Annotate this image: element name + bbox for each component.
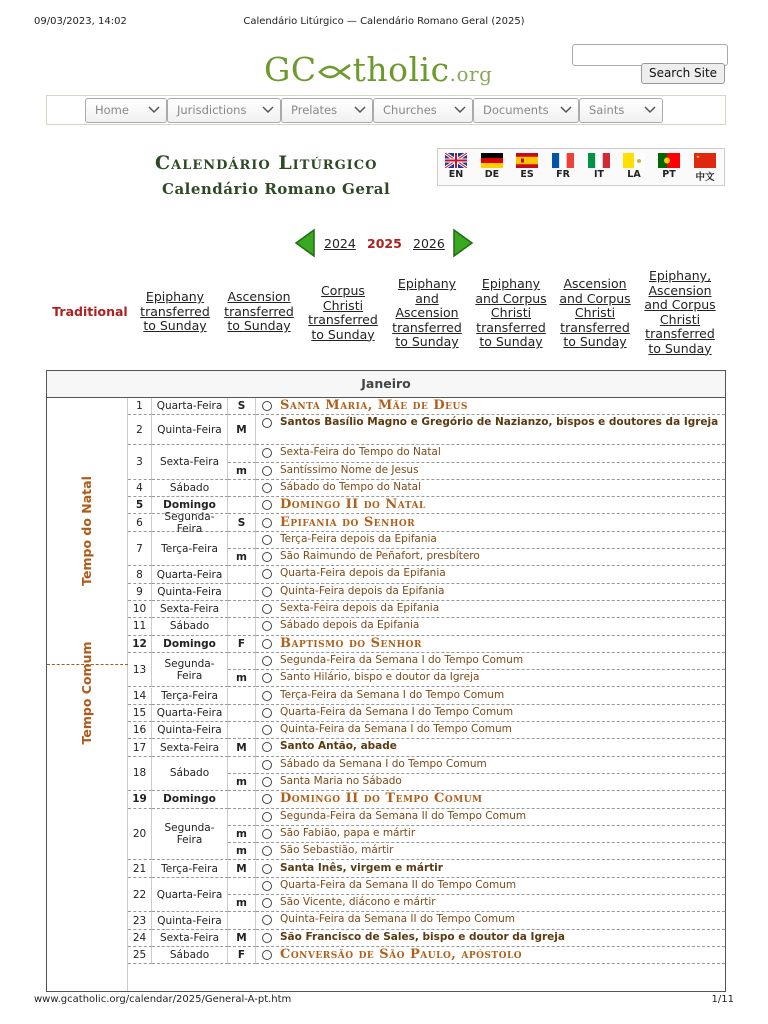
celebration[interactable]	[256, 584, 725, 601]
rank-code	[228, 618, 256, 635]
weekday: Sábado	[152, 480, 228, 497]
lang-la[interactable]	[617, 152, 651, 184]
weekday: Domingo	[152, 791, 228, 808]
celebration-name: Segunda-Feira da Semana II do Tempo Comum	[280, 809, 527, 822]
variant-link[interactable]: Corpus Christi transferred to Sunday	[308, 283, 378, 342]
celebration-name: Epifania do Senhor	[280, 514, 416, 530]
radio-circle-icon[interactable]	[262, 742, 272, 752]
rank-code	[228, 480, 256, 497]
rank-code	[228, 584, 256, 601]
lang-es[interactable]	[510, 152, 544, 184]
logo-text-org: .org	[449, 62, 493, 86]
weekday: Quinta-Feira	[152, 415, 228, 445]
lang-en[interactable]	[439, 152, 473, 184]
celebration[interactable]	[256, 774, 725, 791]
celebration-name: Sexta-Feira do Tempo do Natal	[280, 446, 441, 459]
day-number: 7	[128, 532, 152, 567]
main-navbar	[46, 95, 726, 125]
celebration[interactable]	[256, 532, 725, 549]
day-number: 13	[128, 653, 152, 688]
lang-label: LA	[627, 169, 641, 180]
rank-code: F	[228, 636, 256, 653]
celebration-name: Santa Maria no Sábado	[280, 775, 402, 787]
rank-code: m	[228, 774, 256, 791]
celebration[interactable]	[256, 653, 725, 670]
logo-text-tholic: tholic	[352, 50, 450, 89]
rank-code	[228, 532, 256, 549]
weekday: Quinta-Feira	[152, 584, 228, 601]
weekday: Sábado	[152, 757, 228, 792]
day-number: 9	[128, 584, 152, 601]
radio-circle-icon[interactable]	[262, 518, 272, 528]
celebration[interactable]	[256, 791, 725, 808]
weekday: Terça-Feira	[152, 532, 228, 567]
fish-icon	[318, 62, 352, 82]
celebration-name: Terça-Feira da Semana I do Tempo Comum	[280, 688, 505, 701]
radio-circle-icon[interactable]	[262, 846, 272, 856]
weekday: Domingo	[152, 636, 228, 653]
celebration-name: Domingo II do Natal	[280, 497, 426, 513]
variant-link[interactable]: Epiphany and Ascension transferred to Sunday	[392, 276, 462, 349]
celebration-name: Quarta-Feira da Semana II do Tempo Comum	[280, 878, 517, 891]
rank-code: S	[228, 398, 256, 415]
rank-code: M	[228, 415, 256, 445]
weekday: Quinta-Feira	[152, 722, 228, 739]
day-number: 2	[128, 415, 152, 445]
variant-traditional: Traditional	[52, 304, 128, 319]
france-flag-icon	[552, 153, 574, 168]
lang-it[interactable]	[582, 152, 616, 184]
celebration[interactable]	[256, 618, 725, 635]
year-next-link[interactable]: 2026	[413, 236, 445, 251]
arrow-left-icon[interactable]	[292, 228, 318, 258]
lang-label: PT	[662, 169, 676, 180]
radio-circle-icon[interactable]	[262, 708, 272, 718]
day-number: 1	[128, 398, 152, 415]
day-number: 20	[128, 809, 152, 861]
print-title: Calendário Litúrgico — Calendário Romano Geral (2025)	[243, 16, 525, 27]
celebration[interactable]	[256, 809, 725, 826]
weekday: Sexta-Feira	[152, 601, 228, 618]
celebration[interactable]	[256, 415, 725, 445]
radio-circle-icon[interactable]	[262, 401, 272, 411]
calendar-variants	[48, 268, 724, 360]
nav-label: Prelates	[291, 103, 338, 117]
radio-circle-icon[interactable]	[262, 552, 272, 562]
nav-label: Saints	[589, 103, 625, 117]
weekday: Quarta-Feira	[152, 878, 228, 913]
weekday: Terça-Feira	[152, 861, 228, 878]
rank-code	[228, 757, 256, 774]
lang-pt[interactable]	[652, 152, 686, 184]
day-number: 23	[128, 912, 152, 929]
celebration-name: São Sebastião, mártir	[280, 844, 394, 857]
day-number: 22	[128, 878, 152, 913]
radio-circle-icon[interactable]	[262, 500, 272, 510]
celebration-name: Santo Hilário, bispo e doutor da Igreja	[280, 671, 480, 684]
celebration-name: Conversão de São Paulo, apóstolo	[280, 947, 523, 962]
print-header	[34, 16, 734, 30]
rank-code: F	[228, 947, 256, 964]
page-subtitle: Calendário Romano Geral	[162, 180, 391, 198]
celebration-name: Quinta-Feira depois da Epifania	[280, 584, 445, 597]
celebration-name: Baptismo do Senhor	[280, 635, 422, 651]
spain-flag-icon	[516, 153, 538, 168]
celebration[interactable]	[256, 636, 725, 653]
celebration-name: Terça-Feira depois da Epifania	[280, 532, 437, 545]
radio-circle-icon[interactable]	[262, 915, 272, 925]
rank-code: m	[228, 549, 256, 566]
season-ordinary	[47, 641, 128, 991]
rank-code	[228, 722, 256, 739]
radio-circle-icon[interactable]	[262, 933, 272, 943]
celebration-name: São Fabião, papa e mártir	[280, 826, 416, 839]
celebration[interactable]	[256, 826, 725, 843]
celebration[interactable]	[256, 670, 725, 687]
radio-circle-icon[interactable]	[262, 691, 272, 701]
radio-circle-icon[interactable]	[262, 448, 272, 458]
season-christmas	[47, 398, 128, 664]
rank-code: m	[228, 670, 256, 687]
radio-circle-icon[interactable]	[262, 881, 272, 891]
celebration[interactable]	[256, 549, 725, 566]
rank-code	[228, 653, 256, 670]
season-label: Tempo Comum	[79, 641, 94, 745]
rank-code: M	[228, 739, 256, 756]
celebration[interactable]	[256, 497, 725, 514]
nav-label: Home	[95, 103, 129, 117]
chevron-down-icon	[454, 106, 466, 114]
celebration[interactable]	[256, 861, 725, 878]
radio-circle-icon[interactable]	[262, 587, 272, 597]
weekday: Terça-Feira	[152, 688, 228, 705]
celebration-name: Sábado da Semana I do Tempo Comum	[280, 757, 487, 770]
celebration[interactable]	[256, 601, 725, 618]
day-number: 25	[128, 947, 152, 964]
radio-circle-icon[interactable]	[262, 725, 272, 735]
chevron-down-icon	[560, 106, 572, 114]
vatican-flag-icon	[623, 153, 645, 168]
rank-code: m	[228, 843, 256, 860]
day-number: 12	[128, 636, 152, 653]
portugal-flag-icon	[658, 153, 680, 168]
weekday: Segunda-Feira	[152, 653, 228, 688]
rank-code: M	[228, 861, 256, 878]
lang-fr[interactable]	[546, 152, 580, 184]
rank-code	[228, 878, 256, 895]
year-prev-link[interactable]: 2024	[324, 236, 356, 251]
rank-code	[228, 705, 256, 722]
page-title: Calendário Litúrgico	[155, 152, 378, 174]
day-number: 18	[128, 757, 152, 792]
variant-link[interactable]: Epiphany, Ascension and Corpus Christi transferred to Sunday	[644, 268, 716, 356]
uk-flag-icon	[445, 153, 467, 168]
variant-link[interactable]: Epiphany and Corpus Christi transferred to Sunday	[475, 276, 547, 349]
rank-code: m	[228, 895, 256, 912]
chevron-down-icon	[262, 106, 274, 114]
day-number: 6	[128, 515, 152, 532]
month-header: Janeiro	[47, 371, 725, 398]
radio-circle-icon[interactable]	[262, 777, 272, 787]
radio-circle-icon[interactable]	[262, 760, 272, 770]
nav-churches[interactable]	[373, 98, 473, 123]
celebration-name: Santa Maria, Mãe de Deus	[280, 398, 468, 413]
nav-jurisdictions[interactable]	[167, 98, 281, 123]
print-datetime: 09/03/2023, 14:02	[34, 16, 127, 27]
weekday: Quarta-Feira	[152, 705, 228, 722]
day-number: 5	[128, 497, 152, 514]
italy-flag-icon	[588, 153, 610, 168]
weekday: Segunda-Feira	[152, 809, 228, 861]
day-number: 10	[128, 601, 152, 618]
weekday: Segunda-Feira	[152, 515, 228, 532]
calendar-table	[46, 370, 726, 992]
weekday: Sábado	[152, 618, 228, 635]
search-button[interactable]: Search Site	[641, 63, 725, 84]
celebration[interactable]	[256, 843, 725, 860]
radio-circle-icon[interactable]	[262, 864, 272, 874]
day-number: 11	[128, 618, 152, 635]
day-number: 21	[128, 861, 152, 878]
rank-code	[228, 688, 256, 705]
day-number: 24	[128, 930, 152, 947]
day-number: 4	[128, 480, 152, 497]
radio-circle-icon[interactable]	[262, 950, 272, 960]
weekday: Quinta-Feira	[152, 912, 228, 929]
celebration[interactable]	[256, 398, 725, 415]
celebration-name: Sexta-Feira depois da Epifania	[280, 602, 440, 614]
celebration[interactable]	[256, 445, 725, 462]
celebration[interactable]	[256, 912, 725, 929]
season-label: Tempo do Natal	[79, 476, 94, 586]
rank-code	[228, 912, 256, 929]
celebration-name: São Raimundo de Peñafort, presbítero	[280, 550, 480, 563]
lang-label: IT	[593, 169, 604, 180]
celebration[interactable]	[256, 739, 725, 756]
lang-label: FR	[556, 169, 570, 180]
germany-flag-icon	[481, 153, 503, 168]
print-url: www.gcatholic.org/calendar/2025/General-A-pt.htm	[34, 994, 292, 1005]
radio-circle-icon[interactable]	[262, 466, 272, 476]
rank-code: m	[228, 463, 256, 480]
lang-label: ES	[520, 169, 534, 180]
radio-circle-icon[interactable]	[262, 418, 272, 428]
celebration-name: Santo Antão, abade	[280, 740, 397, 753]
rank-code	[228, 791, 256, 808]
rank-code	[228, 601, 256, 618]
rank-code: M	[228, 930, 256, 947]
weekday: Domingo	[152, 497, 228, 514]
radio-circle-icon[interactable]	[262, 621, 272, 631]
chevron-down-icon	[148, 106, 160, 114]
arrow-right-icon[interactable]	[450, 228, 476, 258]
weekday: Sexta-Feira	[152, 445, 228, 480]
celebration-name: São Francisco de Sales, bispo e doutor da Igreja	[280, 930, 565, 943]
rank-code	[228, 809, 256, 826]
celebration[interactable]	[256, 705, 725, 722]
print-page-number: 1/11	[711, 994, 734, 1005]
radio-circle-icon[interactable]	[262, 569, 272, 579]
variant-link[interactable]: Epiphany transferred to Sunday	[140, 289, 210, 333]
site-logo[interactable]	[264, 50, 492, 89]
celebration-name: Segunda-Feira da Semana I do Tempo Comum	[280, 653, 524, 666]
lang-label: 中文	[695, 172, 715, 183]
year-navigation	[292, 228, 476, 258]
day-number: 16	[128, 722, 152, 739]
radio-circle-icon[interactable]	[262, 535, 272, 545]
rank-code	[228, 566, 256, 583]
celebration-name: Santa Inês, virgem e mártir	[280, 861, 443, 874]
celebration[interactable]	[256, 947, 725, 964]
print-footer	[34, 994, 734, 1008]
day-number: 19	[128, 791, 152, 808]
variant-link[interactable]: Ascension transferred to Sunday	[224, 289, 294, 333]
radio-circle-icon[interactable]	[262, 639, 272, 649]
celebration-name: Santos Basílio Magno e Gregório de Nazianzo, bispos e doutores da Igreja	[280, 416, 719, 429]
celebration[interactable]	[256, 878, 725, 895]
celebration-name: Quarta-Feira depois da Epifania	[280, 567, 446, 580]
radio-circle-icon[interactable]	[262, 898, 272, 908]
rank-code	[228, 497, 256, 514]
lang-zh[interactable]	[688, 152, 722, 184]
rank-code: m	[228, 826, 256, 843]
logo-text-gc: GC	[264, 50, 317, 89]
chevron-down-icon	[644, 106, 656, 114]
nav-saints[interactable]	[579, 98, 663, 123]
china-flag-icon	[694, 153, 716, 168]
celebration[interactable]	[256, 480, 725, 497]
celebration[interactable]	[256, 757, 725, 774]
weekday: Sábado	[152, 947, 228, 964]
celebration-name: Domingo II do Tempo Comum	[280, 791, 483, 807]
celebration-name: Santíssimo Nome de Jesus	[280, 463, 419, 476]
nav-home[interactable]	[85, 98, 167, 123]
celebration-name: Quarta-Feira da Semana I do Tempo Comum	[280, 705, 514, 718]
language-selector	[437, 148, 725, 186]
weekday: Sexta-Feira	[152, 930, 228, 947]
celebration-name: Quinta-Feira da Semana II do Tempo Comum	[280, 913, 515, 926]
radio-circle-icon[interactable]	[262, 656, 272, 666]
rank-code	[228, 445, 256, 462]
celebration[interactable]	[256, 566, 725, 583]
celebration[interactable]	[256, 688, 725, 705]
day-number: 8	[128, 566, 152, 583]
day-number: 15	[128, 705, 152, 722]
day-number: 14	[128, 688, 152, 705]
radio-circle-icon[interactable]	[262, 794, 272, 804]
chevron-down-icon	[354, 106, 366, 114]
celebration[interactable]	[256, 515, 725, 532]
celebration[interactable]	[256, 463, 725, 480]
celebration-name: Sábado do Tempo do Natal	[280, 480, 421, 493]
radio-circle-icon[interactable]	[262, 812, 272, 822]
lang-label: DE	[484, 169, 500, 180]
lang-label: EN	[448, 169, 464, 180]
weekday: Quarta-Feira	[152, 566, 228, 583]
celebration[interactable]	[256, 895, 725, 912]
radio-circle-icon[interactable]	[262, 483, 272, 493]
radio-circle-icon[interactable]	[262, 673, 272, 683]
celebration[interactable]	[256, 930, 725, 947]
nav-documents[interactable]	[473, 98, 579, 123]
celebration-name: São Vicente, diácono e mártir	[280, 896, 436, 909]
radio-circle-icon[interactable]	[262, 829, 272, 839]
variant-link[interactable]: Ascension and Corpus Christi transferred to Sunday	[559, 276, 631, 349]
nav-prelates[interactable]	[281, 98, 373, 123]
lang-de[interactable]	[475, 152, 509, 184]
celebration-name: Quinta-Feira da Semana I do Tempo Comum	[280, 723, 512, 736]
nav-label: Jurisdictions	[177, 103, 247, 117]
rank-code: S	[228, 515, 256, 532]
weekday: Quarta-Feira	[152, 398, 228, 415]
weekday: Sexta-Feira	[152, 739, 228, 756]
celebration[interactable]	[256, 722, 725, 739]
nav-label: Documents	[483, 103, 549, 117]
nav-label: Churches	[383, 103, 437, 117]
celebration-name: Sábado depois da Epifania	[280, 619, 420, 632]
year-current: 2025	[367, 236, 402, 251]
radio-circle-icon[interactable]	[262, 604, 272, 614]
day-number: 17	[128, 739, 152, 756]
day-number: 3	[128, 445, 152, 480]
